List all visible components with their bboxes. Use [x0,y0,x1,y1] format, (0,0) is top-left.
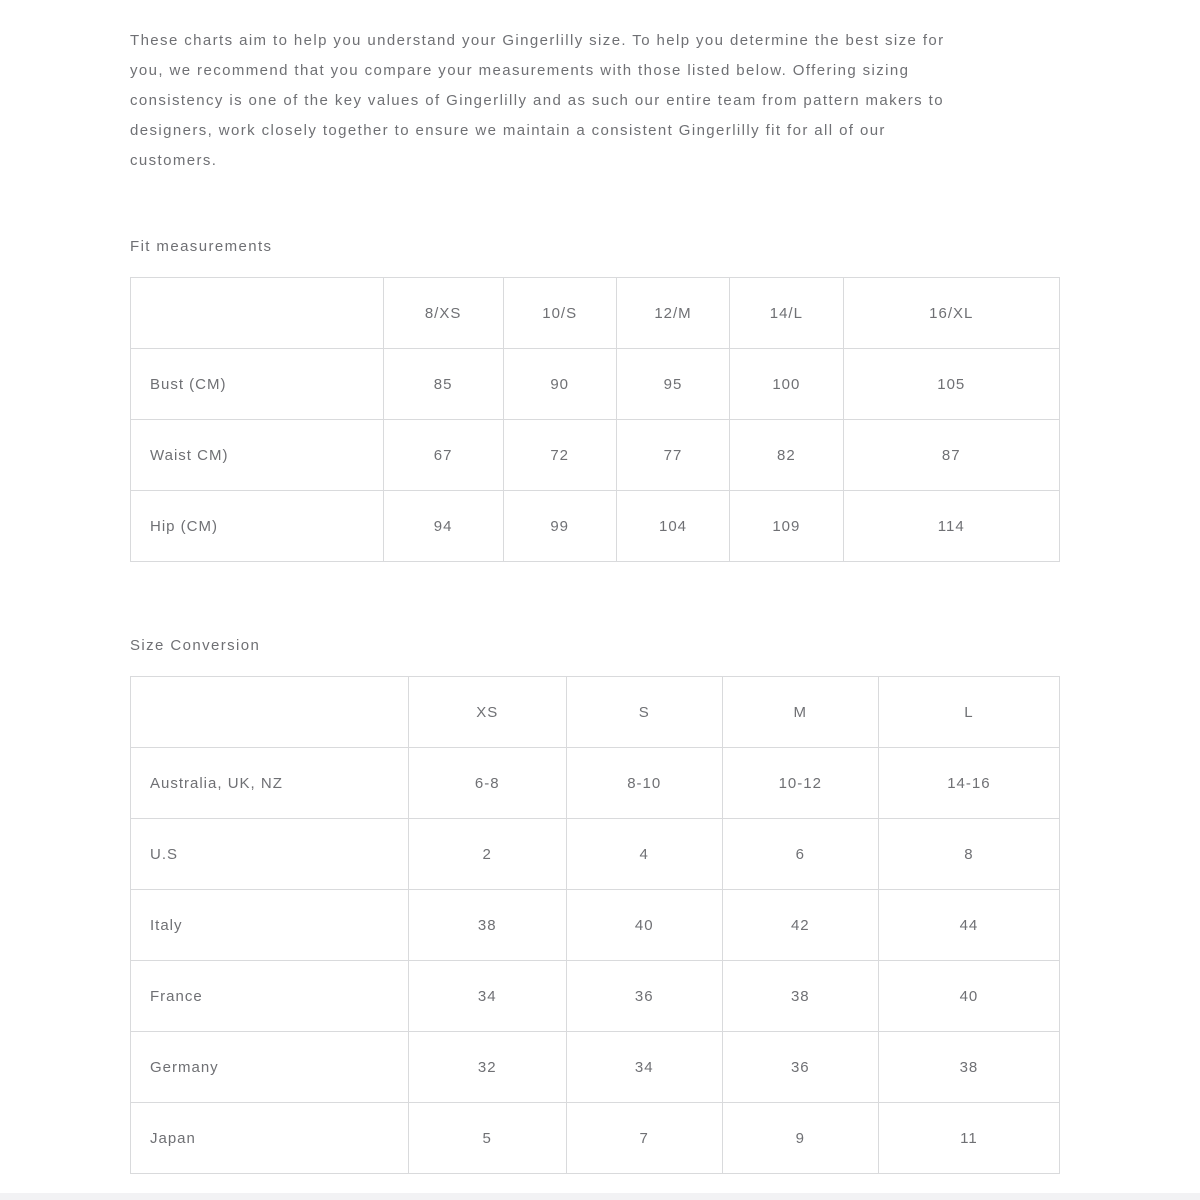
table-cell: 77 [616,420,729,491]
table-cell: 36 [566,961,722,1032]
table-cell: 104 [616,491,729,562]
size-conversion-table [130,676,1060,1174]
table-cell: 4 [566,819,722,890]
table-cell: 2 [408,819,566,890]
table-cell: 11 [878,1103,1059,1174]
conversion-header-empty [131,677,409,748]
table-cell: 85 [383,349,503,420]
fit-header-size-8xs: 8/XS [383,278,503,349]
table-cell: 40 [878,961,1059,1032]
table-cell: 36 [722,1032,878,1103]
table-cell: 38 [878,1032,1059,1103]
table-cell: 6-8 [408,748,566,819]
table-cell: 38 [722,961,878,1032]
table-cell: 5 [408,1103,566,1174]
row-label-hip: Hip (CM) [131,491,384,562]
table-cell: 10-12 [722,748,878,819]
fit-measurements-title: Fit measurements [130,238,273,255]
table-cell: 72 [503,420,616,491]
table-row-japan [131,1103,1060,1174]
table-row-germany [131,1032,1060,1103]
table-cell: 114 [843,491,1060,562]
table-cell: 95 [616,349,729,420]
table-cell: 99 [503,491,616,562]
conversion-header-m: M [722,677,878,748]
table-cell: 94 [383,491,503,562]
conversion-header-s: S [566,677,722,748]
size-conversion-section [130,638,1070,1174]
table-cell: 34 [408,961,566,1032]
table-row-waist [131,420,1060,491]
table-row-france [131,961,1060,1032]
row-label-germany: Germany [131,1032,409,1103]
table-cell: 8-10 [566,748,722,819]
table-cell: 6 [722,819,878,890]
fit-header-size-14l: 14/L [730,278,843,349]
table-cell: 32 [408,1032,566,1103]
fit-header-size-12m: 12/M [616,278,729,349]
row-label-australia-uk-nz: Australia, UK, NZ [131,748,409,819]
table-cell: 109 [730,491,843,562]
table-cell: 82 [730,420,843,491]
bottom-divider [0,1193,1200,1200]
table-row-italy [131,890,1060,961]
conversion-header-xs: XS [408,677,566,748]
table-cell: 40 [566,890,722,961]
table-cell: 87 [843,420,1060,491]
fit-header-empty [131,278,384,349]
fit-measurements-table [130,277,1060,562]
fit-header-row [131,278,1060,349]
table-row-bust [131,349,1060,420]
row-label-italy: Italy [131,890,409,961]
row-label-us: U.S [131,819,409,890]
table-cell: 67 [383,420,503,491]
table-cell: 90 [503,349,616,420]
row-label-bust: Bust (CM) [131,349,384,420]
row-label-france: France [131,961,409,1032]
table-cell: 100 [730,349,843,420]
conversion-header-row [131,677,1060,748]
row-label-japan: Japan [131,1103,409,1174]
table-cell: 34 [566,1032,722,1103]
fit-measurements-section [130,239,1070,562]
table-cell: 9 [722,1103,878,1174]
conversion-header-l: L [878,677,1059,748]
table-row-australia-uk-nz [131,748,1060,819]
table-cell: 38 [408,890,566,961]
row-label-waist: Waist CM) [131,420,384,491]
fit-header-size-16xl: 16/XL [843,278,1060,349]
table-cell: 42 [722,890,878,961]
table-row-hip [131,491,1060,562]
table-cell: 44 [878,890,1059,961]
intro-paragraph: These charts aim to help you understand your Gingerlilly size. To help you determine the best size for you, we recommend that you compare your measurements with those listed below. Offering sizing consistency is one of the key values of Gingerlilly and as such our entire team from pattern makers to designers, work closely together to ensure we maintain a consistent Gingerlilly fit for all of our customers. [130,32,945,169]
fit-header-size-10s: 10/S [503,278,616,349]
table-cell: 8 [878,819,1059,890]
table-row-us [131,819,1060,890]
size-conversion-title: Size Conversion [130,637,261,654]
table-cell: 105 [843,349,1060,420]
table-cell: 14-16 [878,748,1059,819]
table-cell: 7 [566,1103,722,1174]
